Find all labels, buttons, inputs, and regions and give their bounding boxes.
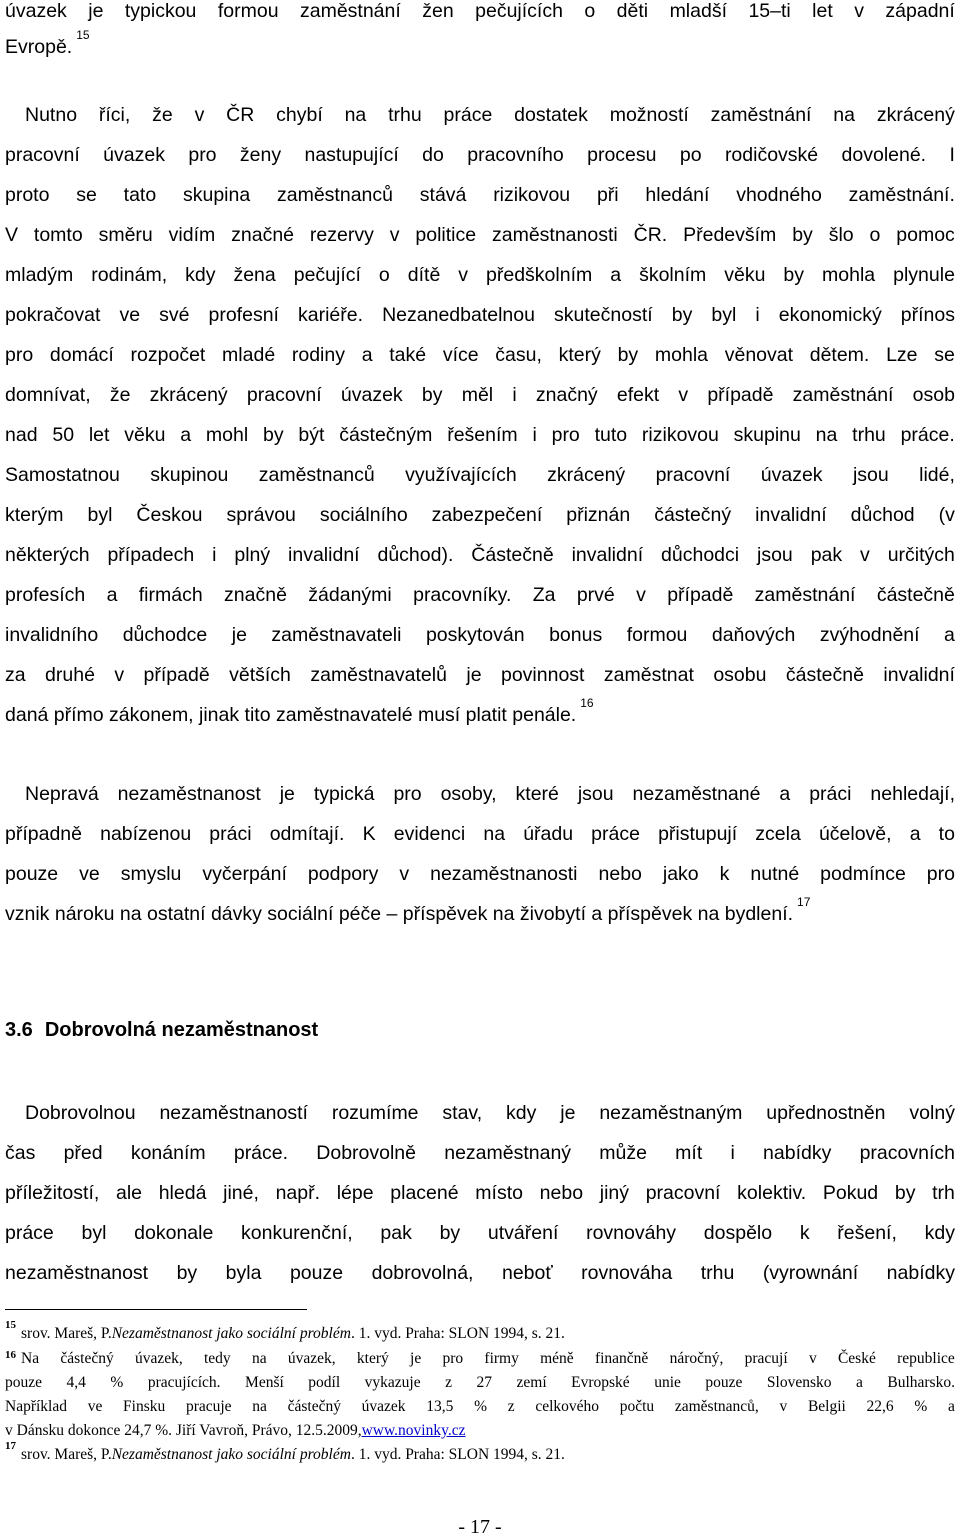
footnote-reference: 17	[797, 895, 811, 909]
text-line: V tomto směru vidím značné rezervy v politice zaměstnanosti ČR. Především by šlo o pomoc	[5, 224, 955, 246]
text-line: pokračovat ve své profesní kariéře. Nezanedbatelnou skutečností by byl i ekonomický přínos	[5, 304, 955, 326]
text-line: domnívat, že zkrácený pracovní úvazek by měl i značný efekt v případě zaměstnání osob	[5, 384, 955, 406]
text-line: invalidního důchodce je zaměstnavateli poskytován bonus formou daňových zvýhodnění a	[5, 624, 955, 646]
text-line: Nutno říci, že v ČR chybí na trhu práce dostatek možností zaměstnání na zkrácený	[25, 104, 955, 126]
text-line: profesích a firmách značně žádanými pracovníky. Za prvé v případě zaměstnání částečně	[5, 584, 955, 606]
footnote-mark: 16	[5, 1349, 16, 1361]
text-line: Evropě. 15	[5, 28, 90, 58]
source-link[interactable]: www.novinky.cz	[361, 1422, 466, 1439]
section-number: 3.6	[5, 1019, 33, 1041]
footnote-mark: 17	[5, 1440, 16, 1452]
text-line: proto se tato skupina zaměstnanců stává rizikovou při hledání vhodného zaměstnání.	[5, 184, 955, 206]
text-line: pro domácí rozpočet mladé rodiny a také více času, který by mohla věnovat dětem. Lze se	[5, 344, 955, 366]
footnote-line: v Dánsku dokonce 24,7 %. Jiří Vavroň, Právo, 12.5.2009, www.novinky.cz	[5, 1422, 466, 1439]
text-line: čas před konáním práce. Dobrovolně nezaměstnaný může mít i nabídky pracovních	[5, 1142, 955, 1164]
footnote-separator	[5, 1309, 307, 1310]
text-line: některých případech i plný invalidní důchod). Částečně invalidní důchodci jsou pak v určitých	[5, 544, 955, 566]
footnote-line: $^{16}$ Na částečný úvazek, tedy na úvazek, který je pro firmy méně finančně náročný, pracují v České republice	[5, 1349, 955, 1367]
section-heading	[5, 1019, 318, 1042]
footnote-line: 17 srov. Mareš, P. Nezaměstnanost jako sociální problém . 1. vyd. Praha: SLON 1994, s. 21.	[5, 1440, 565, 1463]
footnote-line: pouze 4,4 % pracujících. Menší podíl vykazuje z 27 zemí Evropské unie pouze Slovensko a Bulharsko.	[5, 1374, 955, 1391]
text-line: případně nabízenou práci odmítají. K evidenci na úřadu práce přistupují zcela účelově, a to	[5, 823, 955, 845]
text-line: vznik nároku na ostatní dávky sociální péče – příspěvek na živobytí a příspěvek na bydlení. 17	[5, 895, 811, 925]
text-line: kterým byl Českou správou sociálního zabezpečení přiznán částečný invalidní důchod (v	[5, 504, 955, 526]
footnote-reference: 16	[580, 696, 594, 710]
text-line: Dobrovolnou nezaměstnaností rozumíme stav, kdy je nezaměstnaným upřednostněn volný	[25, 1102, 955, 1124]
footnote-line: Například ve Finsku pracuje na částečný úvazek 13,5 % z celkového počtu zaměstnanců, v Belgii 22,6 % a	[5, 1398, 955, 1415]
text-line: nad 50 let věku a mohl by být částečným řešením i pro tuto rizikovou skupinu na trhu práce.	[5, 424, 955, 446]
text-line: Nepravá nezaměstnanost je typická pro osoby, které jsou nezaměstnané a práci nehledají,	[25, 783, 955, 805]
text-line: příležitostí, ale hledá jiné, např. lépe placené místo nebo jiný pracovní kolektiv. Pokud by trh	[5, 1182, 955, 1204]
text-line: za druhé v případě větších zaměstnavatelů je povinnost zaměstnat osobu částečně invalidní	[5, 664, 955, 686]
footnote-reference: 15	[76, 28, 90, 42]
footnote-mark: 15	[5, 1319, 16, 1331]
footnote-line: 15 srov. Mareš, P. Nezaměstnanost jako sociální problém . 1. vyd. Praha: SLON 1994, s. 21.	[5, 1319, 565, 1342]
text-line: Samostatnou skupinou zaměstnanců využívajících zkrácený pracovní úvazek jsou lidé,	[5, 464, 955, 486]
text-line: mladým rodinám, kdy žena pečující o dítě v předškolním a školním věku by mohla plynule	[5, 264, 955, 286]
text-line: pouze ve smyslu vyčerpání podpory v nezaměstnanosti nebo jako k nutné podmínce pro	[5, 863, 955, 885]
text-line: úvazek je typickou formou zaměstnání žen pečujících o děti mladší 15–ti let v západní	[5, 0, 955, 22]
section-title: Dobrovolná nezaměstnanost	[44, 1019, 319, 1041]
text-line: pracovní úvazek pro ženy nastupující do pracovního procesu po rodičovské dovolené. I	[5, 144, 955, 166]
text-line: práce byl dokonale konkurenční, pak by utváření rovnováhy dospělo k řešení, kdy	[5, 1222, 955, 1244]
text-line: daná přímo zákonem, jinak tito zaměstnavatelé musí platit penále. 16	[5, 696, 594, 726]
text-line: nezaměstnanost by byla pouze dobrovolná, neboť rovnováha trhu (vyrownání nabídky	[5, 1262, 955, 1284]
page-number: - 17 -	[458, 1516, 502, 1538]
